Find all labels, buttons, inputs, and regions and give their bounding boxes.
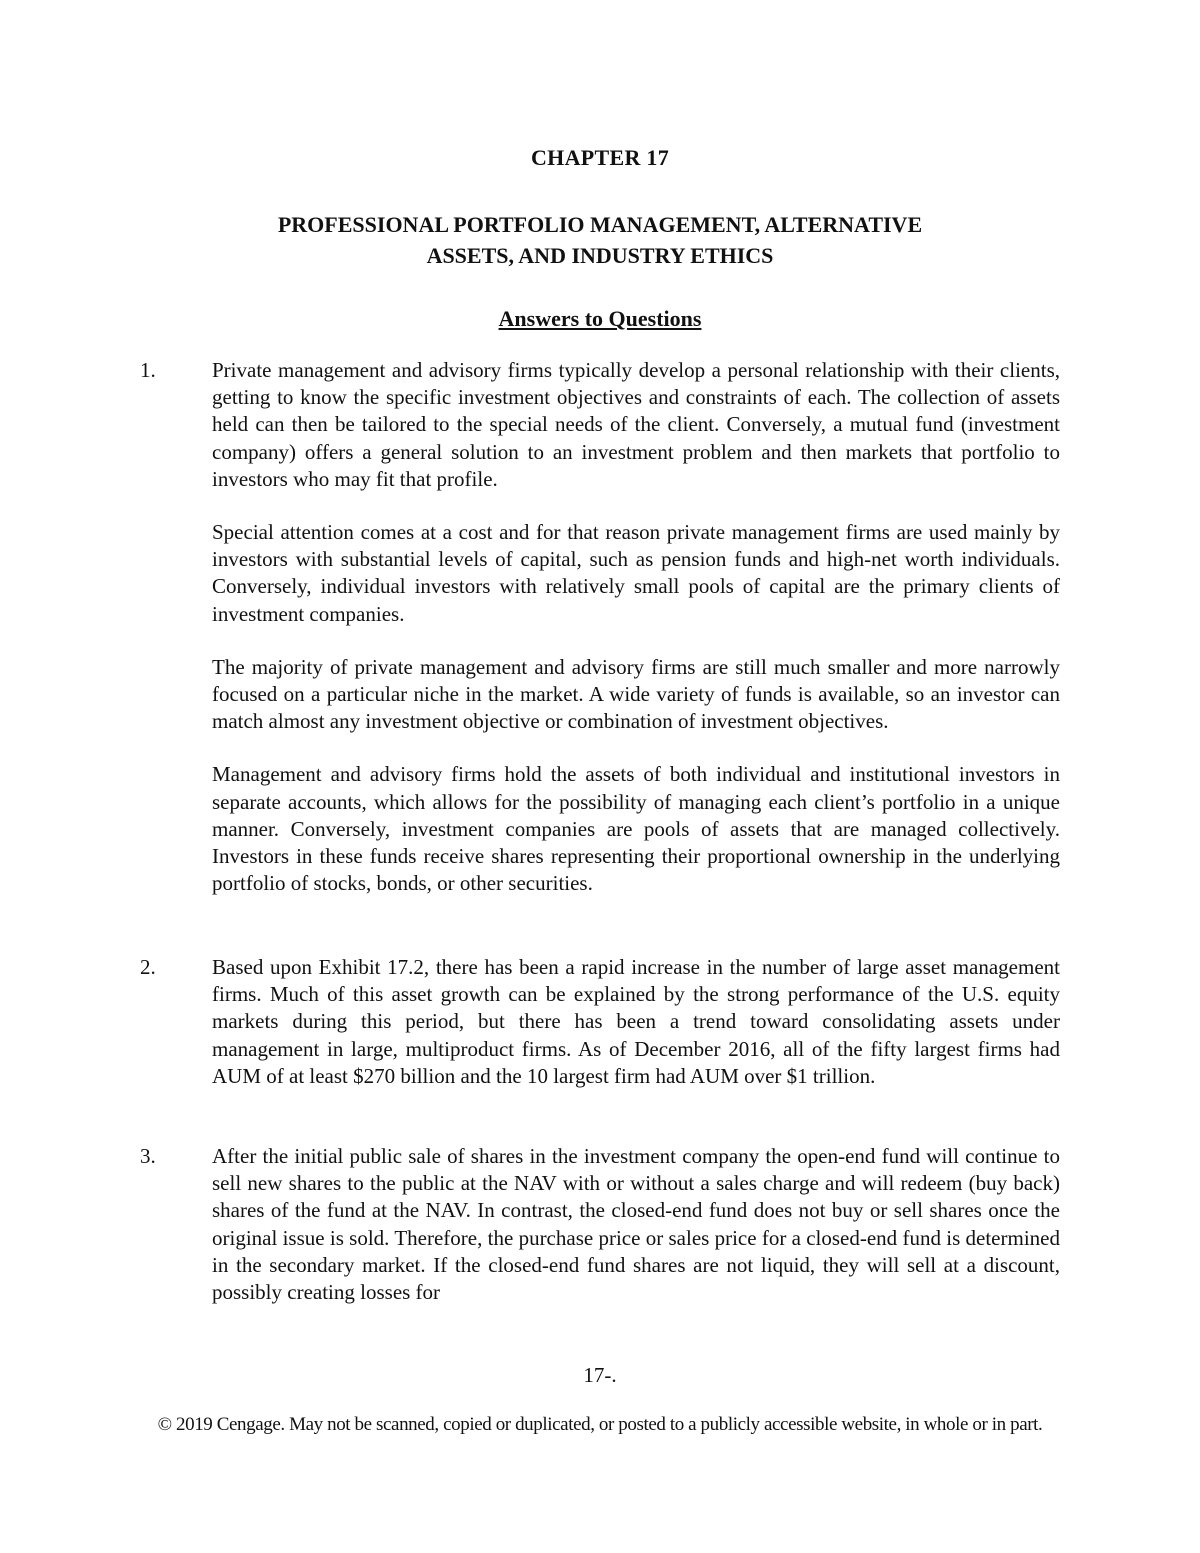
answer-number: 2.: [140, 955, 156, 979]
answer-body: [212, 357, 1060, 923]
answer-body: [212, 1143, 1060, 1332]
answer-paragraph: Based upon Exhibit 17.2, there has been a rapid increase in the number of large asset management firms. Much of this asset growth can be explained by the strong performance of the U.S. equity markets during this period, but there has been a trend toward consolidating assets under management in large, multiproduct firms. As of December 2016, all of the fifty largest firms had AUM of at least $270 billion and the 10 largest firm had AUM over $1 trillion.: [212, 955, 1060, 1088]
page-number: 17-.: [583, 1363, 617, 1387]
chapter-title-line: PROFESSIONAL PORTFOLIO MANAGEMENT, ALTERNATIVE: [277, 212, 923, 237]
answer-paragraph: Management and advisory firms hold the assets of both individual and institutional investors in separate accounts, which allows for the possibility of managing each client’s portfolio in a unique manner. Conversely, investment companies are pools of assets that are managed collectively. Investors in these funds receive shares representing their proportional ownership in the underlying portfolio of stocks, bonds, or other securities.: [212, 762, 1060, 896]
answer-paragraph: Private management and advisory firms typically develop a personal relationship with their clients, getting to know the specific investment objectives and constraints of each. The collection of assets held can then be tailored to the special needs of the client. Conversely, a mutual fund (investment company) offers a general solution to an investment problem and then markets that portfolio to investors who may fit that profile.: [212, 358, 1060, 491]
section-heading: Answers to Questions: [498, 306, 702, 331]
chapter-title: [0, 209, 1200, 271]
answer-paragraph: Special attention comes at a cost and for that reason private management firms are used mainly by investors with substantial levels of capital, such as pension funds and high-net worth individuals. Conversely, individual investors with relatively small pools of capital are the primary clients of investment companies.: [212, 520, 1060, 626]
answer-number: 1.: [140, 358, 156, 382]
copyright-notice: © 2019 Cengage. May not be scanned, copied or duplicated, or posted to a publicly accessible website, in whole or in part.: [157, 1414, 1043, 1435]
answer-body: [212, 954, 1060, 1116]
chapter-title-line: ASSETS, AND INDUSTRY ETHICS: [426, 243, 774, 268]
answer-paragraph: After the initial public sale of shares in the investment company the open-end fund will continue to sell new shares to the public at the NAV with or without a sales charge and will redeem (buy back) shares of the fund at the NAV. In contrast, the closed-end fund does not buy or sell shares once the original issue is sold. Therefore, the purchase price or sales price for a closed-end fund is determined in the secondary market. If the closed-end fund shares are not liquid, they will sell at a discount, possibly creating losses for: [212, 1144, 1060, 1305]
answer-paragraph: The majority of private management and advisory firms are still much smaller and more narrowly focused on a particular niche in the market. A wide variety of funds is available, so an investor can match almost any investment objective or combination of investment objectives.: [212, 654, 1060, 734]
chapter-heading: CHAPTER 17: [530, 145, 670, 170]
answer-number: 3.: [140, 1144, 156, 1168]
